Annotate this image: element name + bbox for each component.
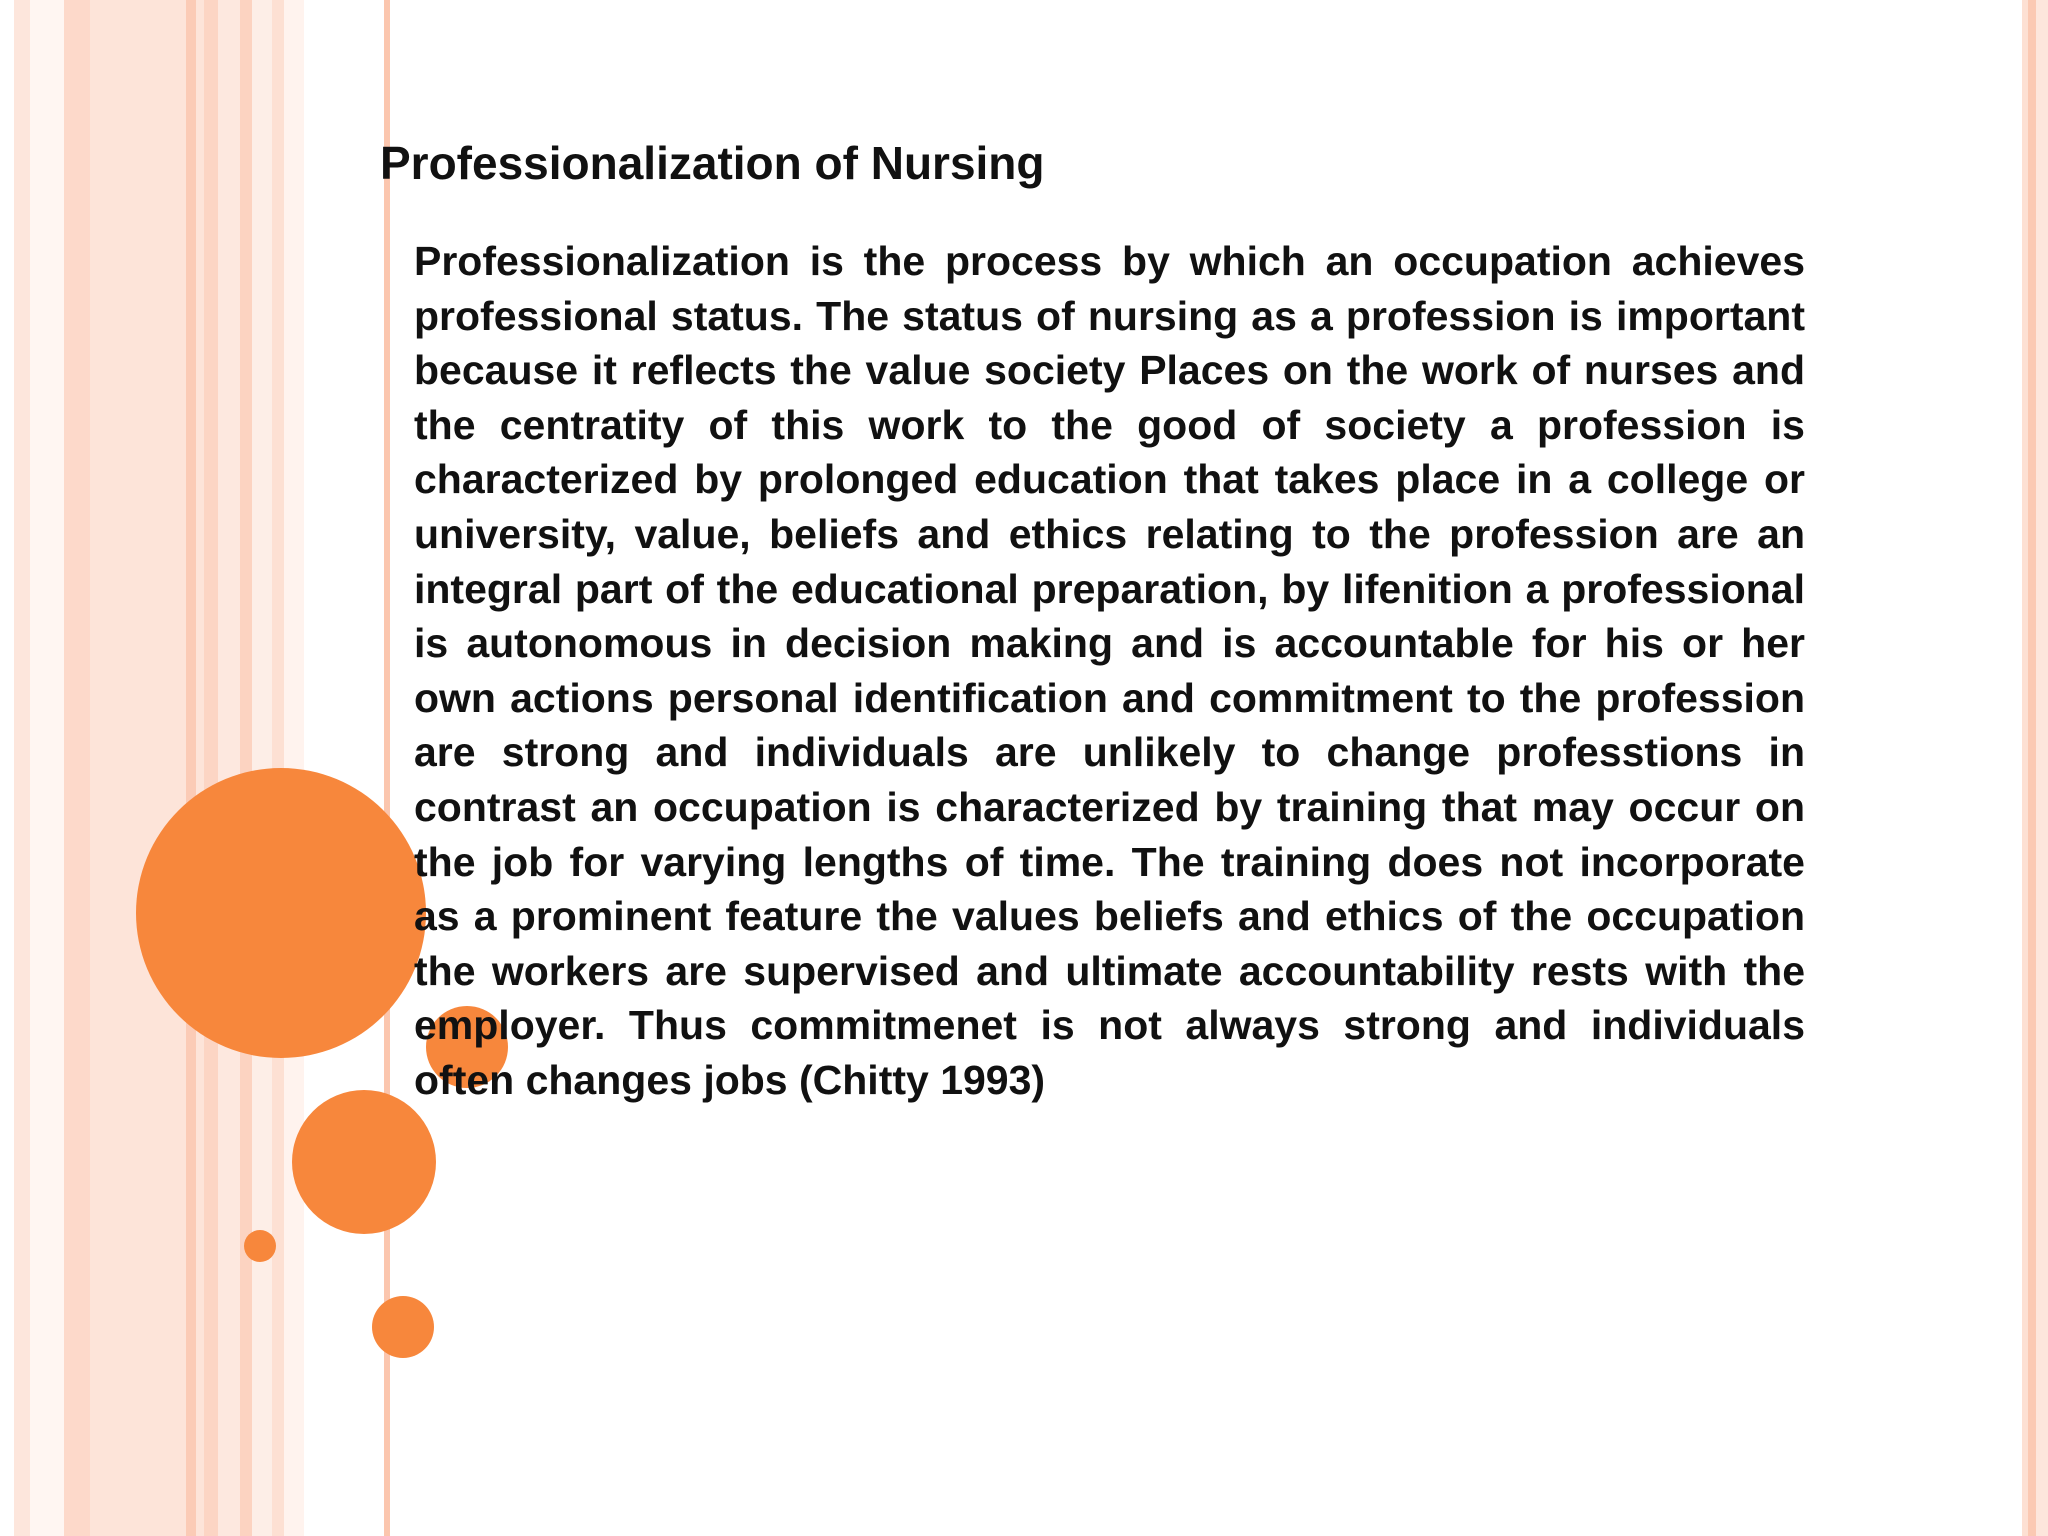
decorative-stripe — [218, 0, 240, 1536]
decorative-stripe — [14, 0, 30, 1536]
slide-title: Professionalization of Nursing — [380, 137, 1045, 189]
decorative-stripe — [196, 0, 204, 1536]
decorative-stripe — [64, 0, 90, 1536]
slide-body-text: Professionalization is the process by which an occupation achieves professional status. The status of nursing as a profession is important because it reflects the value society Places on the work of nurses and the centratity of this work to the good of society a profession is characterized by prolonged education that takes place in a college or university, value, beliefs and ethics relating to the profession are an integral part of the educational preparation, by lifenition a professional is autonomous in decision making and is accountable for his or her own actions personal identification and commitment to the profession are strong and individuals are unlikely to change professtions in contrast an occupation is characterized by training that may occur on the job for varying lengths of time. The training does not incorporate as a prominent feature the values beliefs and ethics of the occupation the workers are supervised and ultimate accountability rests with the employer. Thus commitmenet is not always strong and individuals often changes jobs (Chitty 1993) — [414, 238, 1805, 1103]
decorative-stripe — [204, 0, 218, 1536]
decorative-circle-tiny — [244, 1230, 276, 1262]
decorative-stripe — [2036, 0, 2048, 1536]
decorative-stripe — [240, 0, 252, 1536]
decorative-stripe — [30, 0, 64, 1536]
decorative-circle-large — [136, 768, 426, 1058]
decorative-stripe — [186, 0, 196, 1536]
decorative-stripe — [90, 0, 186, 1536]
decorative-stripe — [2028, 0, 2036, 1536]
decorative-circle-small — [372, 1296, 434, 1358]
decorative-circle-medium — [292, 1090, 436, 1234]
